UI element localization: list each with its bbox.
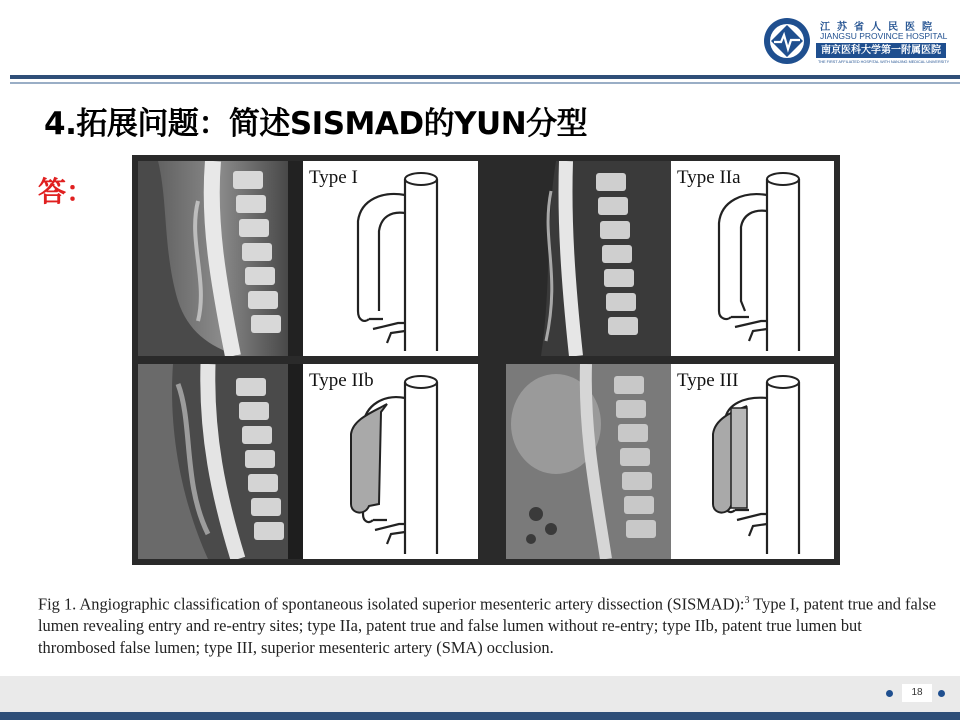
figure-number: Fig 1. bbox=[38, 594, 77, 614]
panel-type-iib bbox=[138, 364, 478, 559]
artery-diagram bbox=[303, 161, 478, 356]
panel-type-iia bbox=[506, 161, 834, 356]
logo-english-name: JIANGSU PROVINCE HOSPITAL bbox=[820, 31, 948, 41]
ct-scan-image bbox=[138, 161, 303, 356]
logo-chinese-name: 江苏省人民医院 bbox=[820, 22, 939, 33]
figure-caption bbox=[38, 590, 943, 659]
logo-affiliation: 南京医科大学第一附属医院 bbox=[816, 43, 946, 58]
slide-title: 4.拓展问题：简述SISMAD的YUN分型 bbox=[44, 106, 588, 142]
footer-dot-left bbox=[886, 690, 893, 697]
hospital-logo bbox=[762, 16, 950, 70]
artery-diagram bbox=[303, 364, 478, 559]
hospital-emblem-icon bbox=[762, 16, 812, 66]
ct-scan-image bbox=[506, 364, 671, 559]
panel-label: Type IIb bbox=[309, 370, 374, 391]
footer-bar bbox=[0, 676, 960, 712]
footer-dot-right bbox=[938, 690, 945, 697]
panel-label: Type III bbox=[677, 370, 739, 391]
logo-affiliation-english: THE FIRST AFFILIATED HOSPITAL WITH NANJING MEDICAL UNIVERSITY bbox=[818, 60, 950, 64]
footer-rule bbox=[0, 712, 960, 720]
ct-scan-image bbox=[138, 364, 303, 559]
header-divider bbox=[10, 75, 960, 79]
sismad-classification-figure bbox=[132, 155, 840, 565]
caption-reference: 3 bbox=[744, 595, 750, 606]
answer-label: 答： bbox=[38, 175, 95, 208]
artery-diagram bbox=[671, 161, 834, 356]
panel-label: Type IIa bbox=[677, 167, 741, 188]
header-divider-light bbox=[10, 82, 960, 84]
artery-diagram bbox=[671, 364, 834, 559]
caption-text-part1: Angiographic classification of spontaneous isolated superior mesenteric artery dissection (SISMAD): bbox=[76, 594, 745, 614]
caption-text-part2: Type I, patent true and false lumen revealing entry and re-entry sites; type IIa, patent true and false lumen without re-entry; type IIb, patent true lumen but thrombosed false lumen; type III, superior mesenteric artery (SMA) occlusion. bbox=[38, 594, 936, 658]
page-number: 18 bbox=[902, 684, 932, 702]
panel-type-iii bbox=[506, 364, 834, 559]
ct-scan-image bbox=[506, 161, 671, 356]
panel-label: Type I bbox=[309, 167, 358, 188]
panel-type-i bbox=[138, 161, 478, 356]
